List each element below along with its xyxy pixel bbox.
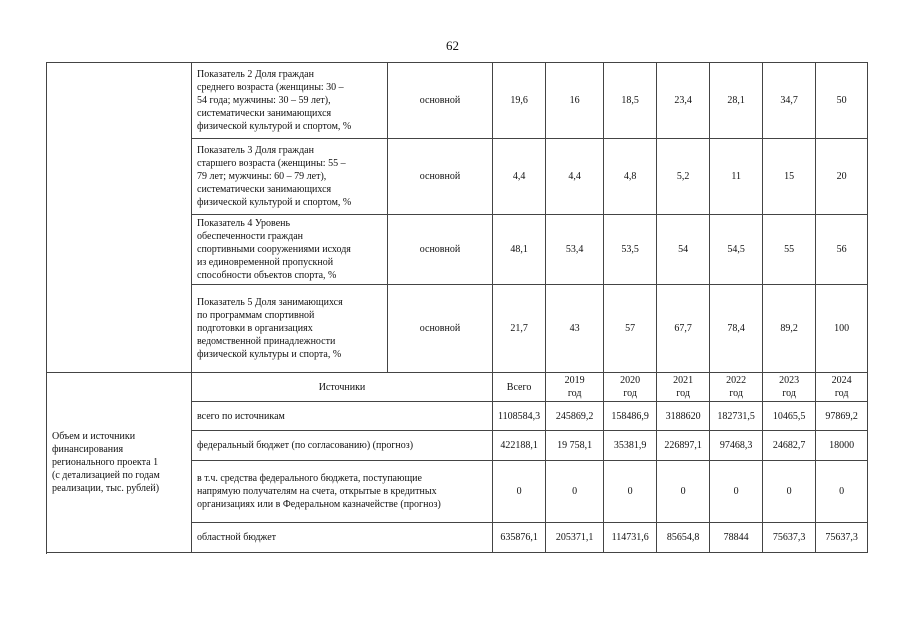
- finance-value: 0: [816, 461, 868, 523]
- finance-source: областной бюджет: [192, 523, 493, 553]
- finance-value: 10465,5: [763, 402, 816, 431]
- indicator-value: 4,4: [493, 139, 546, 215]
- indicator-value: 48,1: [493, 215, 546, 285]
- indicator-value: 56: [816, 215, 868, 285]
- year-header: 2019 год: [546, 373, 604, 402]
- year-header: 2021 год: [657, 373, 710, 402]
- indicator-value: 21,7: [493, 285, 546, 373]
- indicator-name: Показатель 2 Доля граждан среднего возраста (женщины: 30 – 54 года; мужчины: 30 – 59 лет), систематически занимающихся физической культурой и спортом, %: [192, 63, 388, 139]
- finance-value: 158486,9: [604, 402, 657, 431]
- empty-section-cell: [47, 63, 192, 373]
- finance-value: 75637,3: [816, 523, 868, 553]
- finance-value: 0: [710, 461, 763, 523]
- indicator-value: 5,2: [657, 139, 710, 215]
- finance-value: 0: [493, 461, 546, 523]
- year-header: 2020 год: [604, 373, 657, 402]
- finance-value: 75637,3: [763, 523, 816, 553]
- finance-value: 97468,3: [710, 431, 763, 461]
- finance-value: 635876,1: [493, 523, 546, 553]
- finance-value: 245869,2: [546, 402, 604, 431]
- finance-value: 78844: [710, 523, 763, 553]
- finance-source: всего по источникам: [192, 402, 493, 431]
- indicator-value: 57: [604, 285, 657, 373]
- finance-section-label: Объем и источники финансирования регионального проекта 1 (с детализацией по годам реализации, тыс. рублей): [47, 373, 192, 553]
- indicator-value: 54,5: [710, 215, 763, 285]
- page-number: 62: [446, 38, 459, 53]
- year-header: 2022 год: [710, 373, 763, 402]
- indicator-value: 53,5: [604, 215, 657, 285]
- year-header: 2023 год: [763, 373, 816, 402]
- indicator-value: 78,4: [710, 285, 763, 373]
- finance-value: 85654,8: [657, 523, 710, 553]
- finance-value: 0: [546, 461, 604, 523]
- indicator-value: 34,7: [763, 63, 816, 139]
- indicator-value: 4,4: [546, 139, 604, 215]
- indicator-value: 55: [763, 215, 816, 285]
- total-header: Всего: [493, 373, 546, 402]
- indicator-value: 54: [657, 215, 710, 285]
- indicator-value: 16: [546, 63, 604, 139]
- indicator-value: 11: [710, 139, 763, 215]
- indicator-value: 50: [816, 63, 868, 139]
- indicator-value: 43: [546, 285, 604, 373]
- finance-value: 0: [657, 461, 710, 523]
- finance-value: 422188,1: [493, 431, 546, 461]
- indicator-name: Показатель 5 Доля занимающихся по программам спортивной подготовки в организациях ведомственной принадлежности физической культуры и спорта, %: [192, 285, 388, 373]
- finance-value: 97869,2: [816, 402, 868, 431]
- finance-value: 114731,6: [604, 523, 657, 553]
- finance-value: 182731,5: [710, 402, 763, 431]
- indicator-value: 15: [763, 139, 816, 215]
- finance-value: 205371,1: [546, 523, 604, 553]
- year-header: 2024 год: [816, 373, 868, 402]
- indicator-type: основной: [388, 63, 493, 139]
- indicator-value: 53,4: [546, 215, 604, 285]
- finance-value: 35381,9: [604, 431, 657, 461]
- indicator-value: 100: [816, 285, 868, 373]
- finance-source: федеральный бюджет (по согласованию) (прогноз): [192, 431, 493, 461]
- finance-value: 1108584,3: [493, 402, 546, 431]
- finance-value: 0: [604, 461, 657, 523]
- indicator-type: основной: [388, 139, 493, 215]
- finance-source: в т.ч. средства федерального бюджета, поступающие напрямую получателям на счета, открытые в кредитных организациях или в Федеральном казначействе (прогноз): [192, 461, 493, 523]
- indicator-value: 19,6: [493, 63, 546, 139]
- indicator-type: основной: [388, 285, 493, 373]
- finance-value: 3188620: [657, 402, 710, 431]
- indicator-value: 28,1: [710, 63, 763, 139]
- indicator-value: 23,4: [657, 63, 710, 139]
- indicator-value: 20: [816, 139, 868, 215]
- indicator-type: основной: [388, 215, 493, 285]
- project-table: [46, 62, 868, 553]
- finance-header-row: [47, 373, 868, 402]
- finance-value: 24682,7: [763, 431, 816, 461]
- indicator-value: 89,2: [763, 285, 816, 373]
- finance-value: 226897,1: [657, 431, 710, 461]
- indicator-value: 67,7: [657, 285, 710, 373]
- finance-value: 19 758,1: [546, 431, 604, 461]
- finance-value: 0: [763, 461, 816, 523]
- sources-header: Источники: [192, 373, 493, 402]
- indicator-name: Показатель 3 Доля граждан старшего возраста (женщины: 55 – 79 лет; мужчины: 60 – 79 лет), систематически занимающихся физической культурой и спортом, %: [192, 139, 388, 215]
- indicator-row: [47, 63, 868, 139]
- indicator-name: Показатель 4 Уровень обеспеченности граждан спортивными сооружениями исходя из единовременной пропускной способности объектов спорта, %: [192, 215, 388, 285]
- indicator-value: 4,8: [604, 139, 657, 215]
- indicator-value: 18,5: [604, 63, 657, 139]
- finance-value: 18000: [816, 431, 868, 461]
